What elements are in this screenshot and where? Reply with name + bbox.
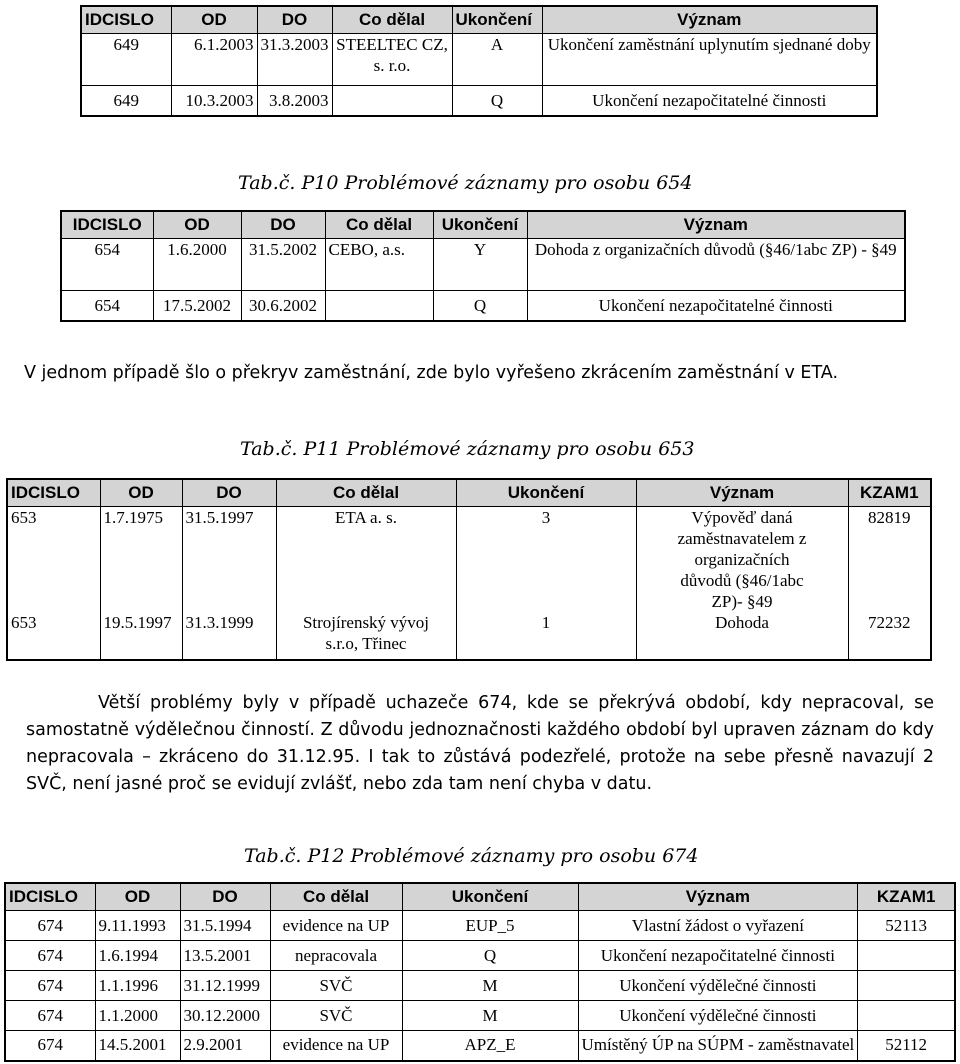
cell: evidence na UP (270, 1031, 402, 1061)
col-header: DO (182, 479, 276, 507)
cell: 14.5.2001 (95, 1031, 180, 1061)
cell: APZ_E (402, 1031, 578, 1061)
table-654 (60, 210, 906, 322)
cell: 10.3.2003 (171, 86, 257, 116)
cell: Dohoda z organizačních důvodů (§46/1abc ZP) - §49 (527, 239, 905, 291)
cell: Ukončení výdělečné činnosti (578, 1001, 858, 1031)
cell: 654 (61, 291, 153, 321)
cell: Ukončení nezapočitatelné činnosti (542, 86, 877, 116)
cell: 30.12.2000 (180, 1001, 270, 1031)
cell: 31.5.2002 (241, 239, 325, 291)
cell: 13.5.2001 (180, 941, 270, 971)
table-header-row (81, 6, 877, 34)
cell: 31.5.1994 (180, 911, 270, 941)
cell: 674 (5, 911, 95, 941)
table-649 (80, 5, 878, 117)
table-header-row (61, 211, 905, 239)
cell: 30.6.2002 (241, 291, 325, 321)
cell: STEELTEC CZ, s. r.o. (332, 34, 452, 86)
cell: Umístěný ÚP na SÚPM - zaměstnavatel (578, 1031, 858, 1061)
cell: 674 (5, 941, 95, 971)
col-header: IDCISLO (61, 211, 153, 239)
cell: 654 (61, 239, 153, 291)
table-row (5, 941, 955, 971)
cell: Ukončení nezapočitatelné činnosti (527, 291, 905, 321)
cell (332, 86, 452, 116)
cell: SVČ (270, 1001, 402, 1031)
cell: 31.5.1997 (182, 507, 276, 613)
col-header: Ukončení (402, 883, 578, 911)
col-header: IDCISLO (5, 883, 95, 911)
cell (858, 1001, 955, 1031)
cell: CEBO, a.s. (325, 239, 433, 291)
col-header: Co dělal (276, 479, 456, 507)
col-header: Ukončení (452, 6, 542, 34)
cell: 1.7.1975 (100, 507, 182, 613)
cell: 31.3.1999 (182, 612, 276, 660)
cell: Vlastní žádost o vyřazení (578, 911, 858, 941)
cell: 52113 (858, 911, 955, 941)
cell (325, 291, 433, 321)
col-header: DO (241, 211, 325, 239)
table-header-row (5, 883, 955, 911)
cell: 1.6.2000 (153, 239, 241, 291)
table-674 (4, 882, 956, 1062)
table-row (7, 612, 931, 660)
cell: 17.5.2002 (153, 291, 241, 321)
cell: 653 (7, 612, 100, 660)
col-header: Význam (578, 883, 858, 911)
cell: Ukončení zaměstnání uplynutím sjednané doby (542, 34, 877, 86)
col-header: Co dělal (332, 6, 452, 34)
cell (858, 971, 955, 1001)
col-header: Ukončení (456, 479, 636, 507)
cell: 1.6.1994 (95, 941, 180, 971)
cell: 653 (7, 507, 100, 613)
cell: 52112 (858, 1031, 955, 1061)
table-row (5, 971, 955, 1001)
col-header: Význam (542, 6, 877, 34)
table-header-row (7, 479, 931, 507)
cell: Dohoda (636, 612, 848, 660)
cell: Q (452, 86, 542, 116)
cell: 1 (456, 612, 636, 660)
cell: 3.8.2003 (257, 86, 332, 116)
cell: A (452, 34, 542, 86)
cell: 6.1.2003 (171, 34, 257, 86)
table-caption-p12: Tab.č. P12 Problémové záznamy pro osobu 674 (244, 845, 699, 867)
cell: Q (433, 291, 527, 321)
table-row (81, 34, 877, 86)
col-header: Co dělal (325, 211, 433, 239)
cell: Y (433, 239, 527, 291)
col-header: DO (257, 6, 332, 34)
table-caption-p11: Tab.č. P11 Problémové záznamy pro osobu 653 (240, 438, 695, 460)
table-row (61, 291, 905, 321)
col-header: DO (180, 883, 270, 911)
cell: 649 (81, 34, 171, 86)
table-row (5, 1031, 955, 1061)
cell: evidence na UP (270, 911, 402, 941)
cell: 19.5.1997 (100, 612, 182, 660)
col-header: Ukončení (433, 211, 527, 239)
col-header: KZAM1 (858, 883, 955, 911)
col-header: OD (95, 883, 180, 911)
cell: SVČ (270, 971, 402, 1001)
table-row (5, 911, 955, 941)
table-caption-p10: Tab.č. P10 Problémové záznamy pro osobu 654 (238, 172, 693, 194)
table-row (81, 86, 877, 116)
cell: M (402, 1001, 578, 1031)
cell: 1.1.1996 (95, 971, 180, 1001)
cell: 72232 (848, 612, 931, 660)
col-header: IDCISLO (81, 6, 171, 34)
col-header: IDCISLO (7, 479, 100, 507)
cell: 649 (81, 86, 171, 116)
cell: Ukončení nezapočitatelné činnosti (578, 941, 858, 971)
cell (858, 941, 955, 971)
cell: 31.3.2003 (257, 34, 332, 86)
cell: ETA a. s. (276, 507, 456, 613)
cell: 9.11.1993 (95, 911, 180, 941)
col-header: Význam (527, 211, 905, 239)
col-header: OD (153, 211, 241, 239)
table-row (7, 507, 931, 613)
cell: M (402, 971, 578, 1001)
cell: 82819 (848, 507, 931, 613)
cell: Strojírenský vývoj s.r.o, Třinec (276, 612, 456, 660)
cell: 674 (5, 1031, 95, 1061)
cell: Výpověď daná zaměstnavatelem z organizačních důvodů (§46/1abc ZP)- §49 (636, 507, 848, 613)
cell: Ukončení výdělečné činnosti (578, 971, 858, 1001)
col-header: Co dělal (270, 883, 402, 911)
cell: nepracovala (270, 941, 402, 971)
cell: 1.1.2000 (95, 1001, 180, 1031)
cell: 674 (5, 1001, 95, 1031)
col-header: KZAM1 (848, 479, 931, 507)
table-row (5, 1001, 955, 1031)
table-row (61, 239, 905, 291)
cell: 2.9.2001 (180, 1031, 270, 1061)
cell: Q (402, 941, 578, 971)
col-header: OD (171, 6, 257, 34)
table-653 (6, 478, 932, 661)
cell: 3 (456, 507, 636, 613)
paragraph-overlap-note: V jednom případě šlo o překryv zaměstnání, zde bylo vyřešeno zkrácením zaměstnání v ETA. (24, 363, 839, 383)
cell: EUP_5 (402, 911, 578, 941)
col-header: Význam (636, 479, 848, 507)
paragraph-problems-674: Větší problémy byly v případě uchazeče 674, kde se překrývá období, kdy nepracoval, se samostatně výdělečnou činností. Z důvodu jednoznačnosti každého období byl upraven záznam do kdy nepracovala – zkráceno do 31.12.95. I tak to zůstává podezřelé, protože na sebe přesně navazují 2 SVČ, není jasné proč se evidují zvlášť, nebo zda tam není chyba v datu. (26, 693, 934, 794)
cell: 674 (5, 971, 95, 1001)
col-header: OD (100, 479, 182, 507)
cell: 31.12.1999 (180, 971, 270, 1001)
